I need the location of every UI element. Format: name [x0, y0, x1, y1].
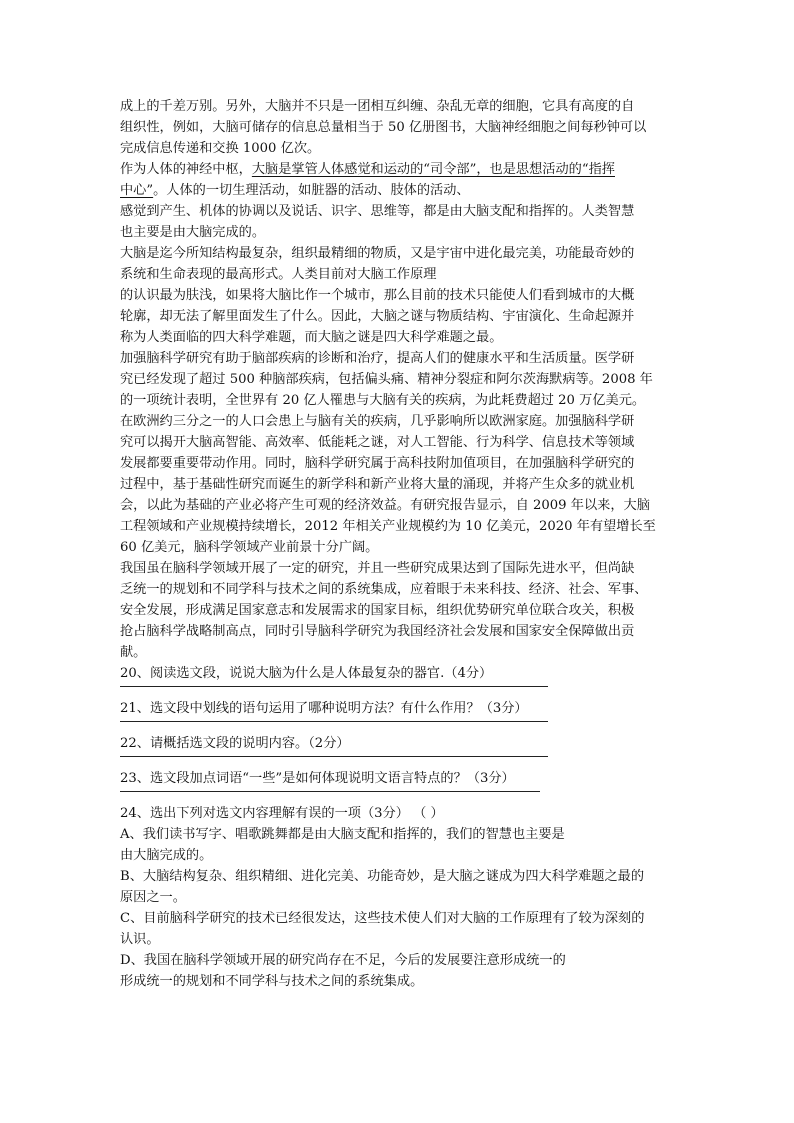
text-line: 轮廓，却无法了解里面发生了什么。因此，大脑之谜与物质结构、宇宙演化、生命起源并 — [120, 309, 635, 324]
text-line: 究可以揭开大脑高智能、高效率、低能耗之谜，对人工智能、行为科学、信息技术等领域 — [120, 435, 635, 450]
document-page — [120, 96, 680, 992]
text-line — [120, 180, 680, 201]
question-text: 23、选文段加点词语“一些”是如何体现说明文语言特点的？（3分） — [120, 771, 515, 786]
answer-blank[interactable] — [120, 684, 680, 698]
text-line: 感觉到产生、机体的协调以及说话、识字、思维等，都是由大脑支配和指挥的。人类智慧 — [120, 204, 635, 219]
answer-blank[interactable] — [120, 789, 680, 803]
question-text: 20、阅读选文段，说说大脑为什么是人体最复杂的器官.（4分） — [120, 666, 493, 681]
question-text: 24、选出下列对选文内容理解有误的一项（3分） （ ） — [120, 806, 444, 821]
question-20 — [120, 663, 680, 698]
text-line: 的认识最为肤浅，如果将大脑比作一个城市，那么目前的技术只能使人们看到城市的大概 — [120, 288, 635, 303]
option-text: B、大脑结构复杂、组织精细、进化完美、功能奇妙，是大脑之谜成为四大科学难题之最的 — [120, 869, 644, 884]
text-span: 。人体的一切生理活动，如脏器的活动、肢体的活动、 — [153, 183, 470, 198]
paragraph-3 — [120, 243, 680, 348]
paragraph-2 — [120, 159, 680, 243]
text-line: 会，以此为基础的产业必将产生可观的经济效益。有研究报告显示，自 2009 年以来，大脑 — [120, 498, 650, 513]
option-text: 形成统一的规划和不同学科与技术之间的系统集成。 — [120, 974, 424, 989]
answer-blank[interactable] — [120, 754, 680, 768]
question-22 — [120, 733, 680, 768]
question-21 — [120, 698, 680, 733]
question-24 — [120, 803, 680, 992]
question-text: 22、请概括选文段的说明内容。（2分） — [120, 736, 350, 751]
option-text: A、我们读书写字、唱歌跳舞都是由大脑支配和指挥的，我们的智慧也主要是 — [120, 827, 565, 842]
text-line: 抢占脑科学战略制高点，同时引导脑科学研究为我国经济社会发展和国家安全保障做出贡 — [120, 624, 635, 639]
text-line: 安全发展，形成满足国家意志和发展需求的国家目标，组织优势研究单位联合攻关，积极 — [120, 603, 635, 618]
option-b[interactable] — [120, 866, 680, 908]
question-23 — [120, 768, 680, 803]
paragraph-1 — [120, 96, 680, 159]
option-text: 由大脑完成的。 — [120, 848, 213, 863]
text-line: 乏统一的规划和不同学科与技术之间的系统集成，应着眼于未来科技、经济、社会、军事、 — [120, 582, 648, 597]
paragraph-4 — [120, 348, 680, 558]
answer-blank[interactable] — [120, 719, 680, 733]
question-text: 21、选文段中划线的语句运用了哪种说明方法？有什么作用？（3分） — [120, 701, 528, 716]
text-line: 60 亿美元，脑科学领域产业前景十分广阔。 — [120, 540, 379, 555]
text-line: 大脑是迄今所知结构最复杂，组织最精细的物质，又是宇宙中进化最完美，功能最奇妙的 — [120, 246, 635, 261]
text-line: 究已经发现了超过 500 种脑部疾病，包括偏头痛、精神分裂症和阿尔茨海默病等。2008 年 — [120, 372, 653, 387]
text-line: 工程领域和产业规模持续增长，2012 年相关产业规模约为 10 亿美元，2020 年有望增长至 — [120, 519, 656, 534]
text-line: 过程中，基于基础性研究而诞生的新学科和新产业将大量的涌现，并将产生众多的就业机 — [120, 477, 635, 492]
text-line: 献。 — [120, 645, 147, 660]
text-line: 加强脑科学研究有助于脑部疾病的诊断和治疗，提高人们的健康水平和生活质量。医学研 — [120, 351, 635, 366]
text-line: 成上的千差万别。另外，大脑并不只是一团相互纠缠、杂乱无章的细胞，它具有高度的自 — [120, 99, 635, 114]
underlined-sentence: 大脑是掌管人体感觉和运动的“司令部”，也是思想活动的“指挥 — [251, 162, 615, 177]
text-line: 组织性，例如，大脑可储存的信息总量相当于 50 亿册图书，大脑神经细胞之间每秒钟可以 — [120, 120, 647, 135]
text-line: 发展都要重要带动作用。同时，脑科学研究属于高科技附加值项目，在加强脑科学研究的 — [120, 456, 635, 471]
underlined-sentence: 中心” — [120, 183, 154, 198]
text-line: 的一项统计表明，全世界有 20 亿人罹患与大脑有关的疾病，为此耗费超过 20 万亿美元。 — [120, 393, 646, 408]
text-line — [120, 159, 680, 180]
text-span: 作为人体的神经中枢， — [120, 162, 252, 177]
text-line: 我国虽在脑科学领域开展了一定的研究，并且一些研究成果达到了国际先进水平，但尚缺 — [120, 561, 635, 576]
option-text: D、我国在脑科学领域开展的研究尚存在不足，今后的发展要注意形成统一的 — [120, 953, 566, 968]
option-text: 认识。 — [120, 932, 160, 947]
option-text: 原因之一。 — [120, 890, 186, 905]
option-text: C、目前脑科学研究的技术已经很发达，这些技术使人们对大脑的工作原理有了较为深刻的 — [120, 911, 645, 926]
option-a[interactable] — [120, 824, 680, 866]
paragraph-5 — [120, 558, 680, 663]
option-d[interactable] — [120, 950, 680, 992]
text-line: 在欧洲约三分之一的人口会患上与脑有关的疾病，几乎影响所以欧洲家庭。加强脑科学研 — [120, 414, 635, 429]
text-line: 完成信息传递和交换 1000 亿次。 — [120, 141, 321, 156]
text-line: 称为人类面临的四大科学难题，而大脑之谜是四大科学难题之最。 — [120, 330, 503, 345]
text-line: 也主要是由大脑完成的。 — [120, 225, 266, 240]
option-c[interactable] — [120, 908, 680, 950]
text-line: 系统和生命表现的最高形式。人类目前对大脑工作原理 — [120, 267, 437, 282]
